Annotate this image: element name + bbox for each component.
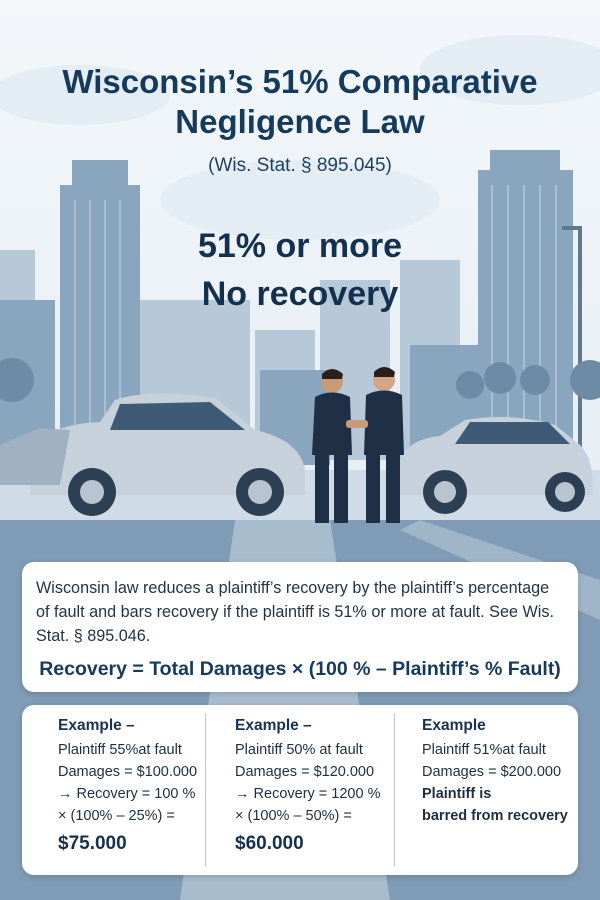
examples-card	[22, 705, 578, 875]
explanation-text: Wisconsin law reduces a plaintiff’s recovery by the plaintiff’s percentage of fault and bars recovery if the plaintiff is 51% or more at fault. See Wis. Stat. § 895.046.	[36, 579, 554, 645]
threshold-headline	[0, 222, 600, 318]
title-line-2: Negligence Law	[175, 103, 425, 140]
example-barred-line-1: Plaintiff is	[422, 786, 492, 802]
threshold-line-1: 51% or more	[197, 227, 403, 265]
page-title	[0, 62, 600, 142]
title-line-1: Wisconsin’s 51% Comparative	[62, 63, 538, 100]
statute-citation: (Wis. Stat. § 895.045)	[208, 155, 392, 176]
example-damages: Damages = $200.000	[422, 764, 562, 780]
example-damages: Damages = $120.000	[235, 764, 375, 780]
example-result: $60.000	[235, 833, 304, 854]
example-recovery: → Recovery = 1200 %	[235, 786, 381, 802]
example-column-3	[422, 717, 592, 827]
example-column-2	[235, 717, 405, 855]
example-damages: Damages = $100.000	[58, 764, 198, 780]
example-fault: Plaintiff 51%at fault	[422, 742, 546, 758]
column-divider	[394, 713, 395, 867]
recovery-formula: Recovery = Total Damages × (100 % – Plaintiff’s % Fault)	[39, 658, 561, 680]
example-recovery: → Recovery = 100 %	[58, 786, 196, 802]
tree-shape	[484, 362, 516, 394]
tree-shape	[520, 365, 550, 395]
example-column-1	[58, 717, 228, 855]
example-result: $75.000	[58, 833, 127, 854]
explanation-card	[22, 562, 578, 692]
threshold-line-2: No recovery	[201, 275, 399, 313]
example-fault: Plaintiff 50% at fault	[235, 742, 363, 758]
example-calc: × (100% – 25%) =	[58, 808, 175, 824]
tree-shape	[456, 371, 484, 399]
example-fault: Plaintiff 55%at fault	[58, 742, 182, 758]
example-calc: × (100% – 50%) =	[235, 808, 352, 824]
example-heading: Example	[422, 717, 486, 734]
column-divider	[205, 713, 206, 867]
handshake	[346, 420, 368, 428]
example-heading: Example –	[235, 717, 312, 734]
example-heading: Example –	[58, 717, 135, 734]
example-barred-line-2: barred from recovery	[422, 808, 568, 824]
